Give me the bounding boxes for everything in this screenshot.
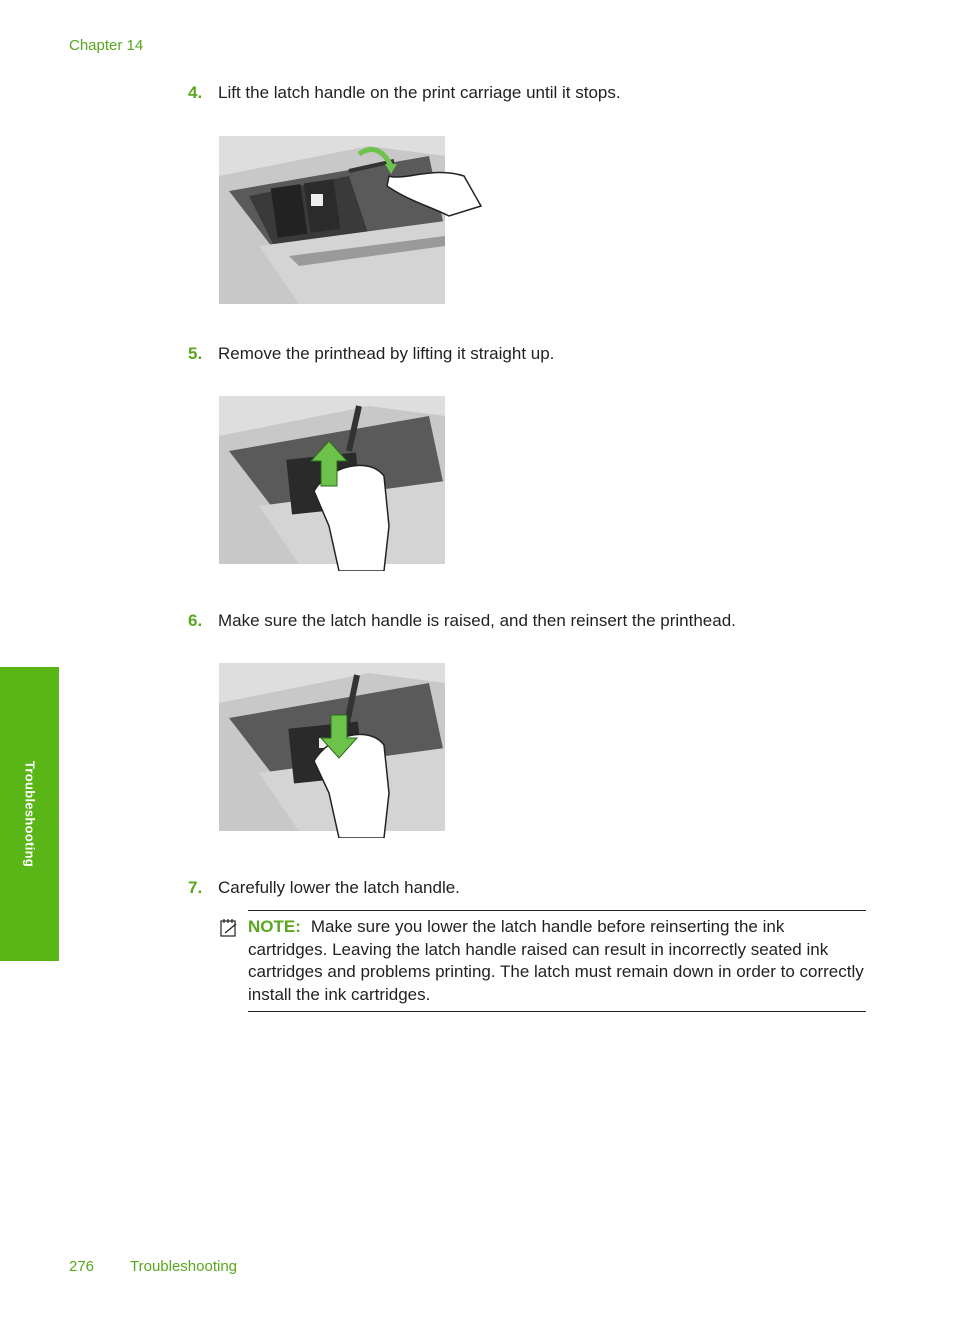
step-text: Carefully lower the latch handle. xyxy=(218,878,460,897)
note-text xyxy=(248,916,868,1006)
note-rule-top xyxy=(248,910,866,911)
footer-section: Troubleshooting xyxy=(130,1258,238,1275)
step-6 xyxy=(188,611,736,631)
step-number: 6. xyxy=(188,611,203,630)
step-text: Make sure the latch handle is raised, and then reinsert the printhead. xyxy=(218,611,736,630)
section-side-tab xyxy=(0,667,59,961)
step-text: Lift the latch handle on the print carriage until it stops. xyxy=(218,83,621,102)
note-label: NOTE: xyxy=(248,917,301,936)
step-number: 7. xyxy=(188,878,203,897)
step-7 xyxy=(188,878,460,898)
step-text: Remove the printhead by lifting it straight up. xyxy=(218,344,555,363)
step-number: 5. xyxy=(188,344,203,363)
chapter-header: Chapter 14 xyxy=(69,37,144,54)
step-5 xyxy=(188,344,554,364)
step-number: 4. xyxy=(188,83,203,102)
note-rule-bottom xyxy=(248,1011,866,1012)
note-body: Make sure you lower the latch handle before reinserting the ink cartridges. Leaving the latch handle raised can result in incorrectly seated ink cartridges and problems printing. The latch must remain down in order to correctly install the ink cartridges. xyxy=(248,917,864,1004)
printhead-remove-illustration xyxy=(219,396,445,571)
page-number: 276 xyxy=(69,1258,95,1275)
side-tab-label: Troubleshooting xyxy=(22,760,37,868)
latch-lift-illustration xyxy=(219,136,489,304)
step-4 xyxy=(188,83,621,103)
printhead-insert-illustration xyxy=(219,663,445,838)
note-pad-icon xyxy=(219,918,239,943)
